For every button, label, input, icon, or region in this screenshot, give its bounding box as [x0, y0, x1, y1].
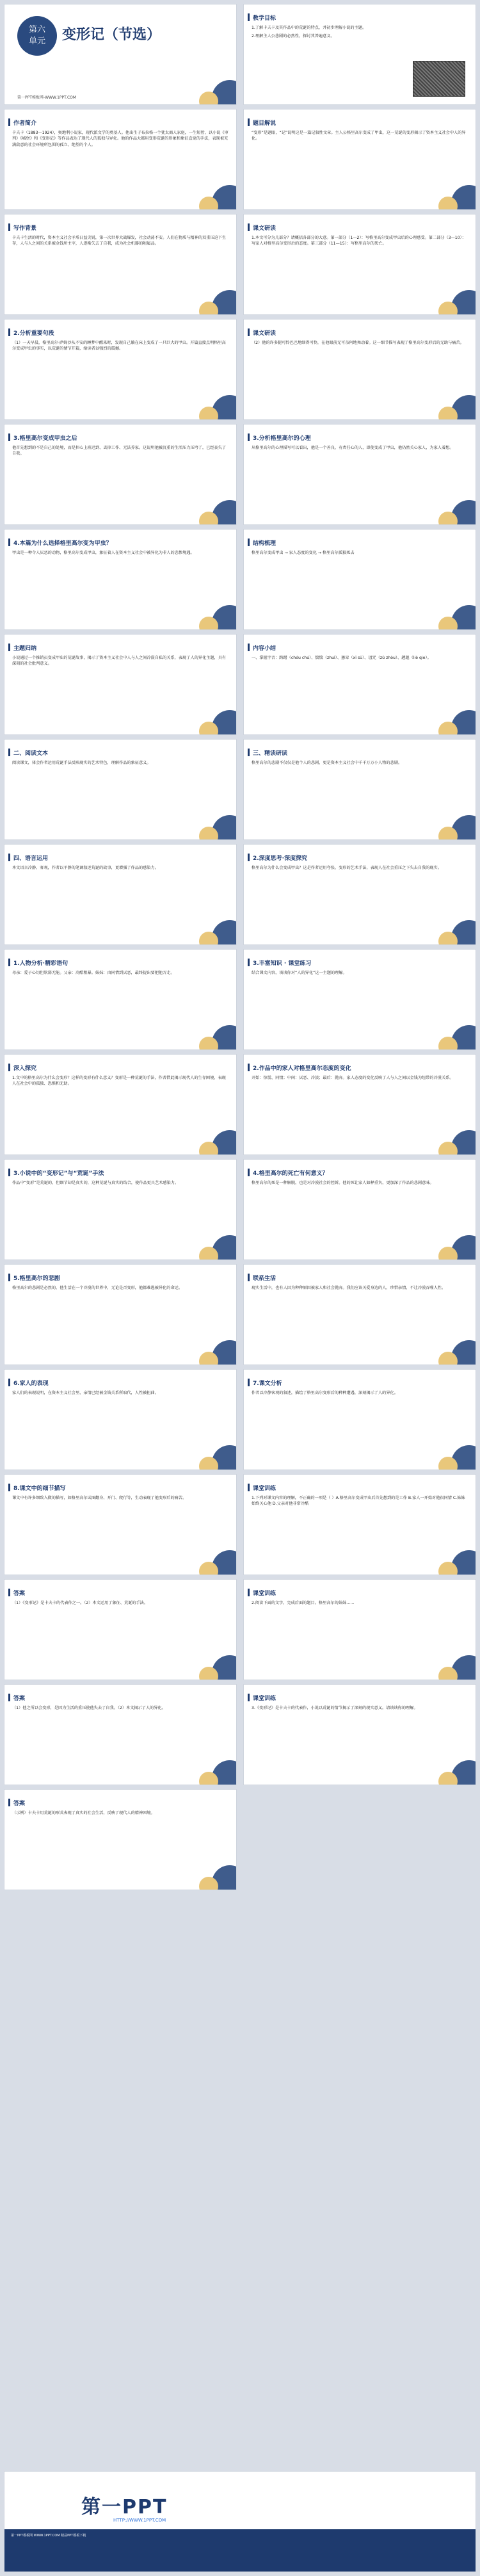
slide-body [12, 1600, 228, 1673]
slide-text: （2）他的许多腿可怜巴巴地细得可怜，在他眼前无可奈何地舞动着。这一细节描写表现了格里高尔变形后的无助与痛苦。 [252, 341, 464, 345]
objectives-heading: 教学目标 [253, 15, 276, 22]
slide-heading: 二、阅读文本 [13, 750, 49, 757]
slide-heading: 5.格里高尔的悲剧 [13, 1276, 60, 1282]
slide-heading: 6.家人的表现 [13, 1381, 49, 1387]
content-slide [4, 214, 237, 315]
slide-text: 开始：惊慌、同情；中间：厌恶、冷淡；最后：抛弃。家人态度的变化反映了人与人之间以金钱为纽带的冷漠关系。 [252, 1076, 454, 1080]
slide-heading: 深入探究 [13, 1065, 37, 1072]
slide-text: 作者以冷静客观的叙述，描绘了格里高尔变形后的种种遭遇，深刻揭示了人的异化。 [252, 1391, 398, 1395]
slide-heading: 4.本篇为什么选择格里高尔变为甲虫？ [13, 540, 112, 547]
content-slide [4, 949, 237, 1050]
slide-heading: 主题归纳 [13, 645, 37, 652]
ppt-url[interactable]: HTTP://WWW.1PPT.COM [113, 2518, 166, 2523]
slide-heading: 答案 [13, 1696, 26, 1702]
content-slide [243, 739, 476, 840]
content-slide [4, 319, 237, 420]
slide-heading: 3.丰富知识 · 课堂练习 [253, 960, 312, 967]
slide-text: 卡夫卡生活的时代，资本主义社会矛盾日益尖锐，第一次世界大战爆发，社会动荡不安。人们在物质与精神的双重压迫下生存，人与人之间的关系被金钱所主宰，人逐渐失去了自我，成为社会机器的附属品。 [12, 236, 227, 247]
content-slide [243, 949, 476, 1050]
slide-text: （1）他之所以会变形，是因为生活的重压使他失去了自我。（2）本文揭示了人的异化。 [12, 1706, 166, 1710]
slide-heading: 3.格里高尔变成甲虫之后 [13, 435, 77, 442]
content-slide [4, 1789, 237, 1890]
slide-body [12, 130, 228, 203]
slide-body [252, 235, 468, 308]
slide-heading: 联系生活 [253, 1276, 276, 1282]
slide-heading: 答案 [13, 1801, 26, 1807]
unit-badge: 第六 单元 [17, 16, 57, 56]
slide-heading: 7.课文分析 [253, 1381, 282, 1387]
ppt-logo: 第一PPT [81, 2496, 168, 2518]
slide-heading: 题目解说 [253, 120, 276, 127]
content-slide [4, 529, 237, 630]
content-slide [4, 1579, 237, 1680]
slide-text: 2.阅读下面的文字，完成后面的题目。格里高尔的妹妹…… [252, 1601, 355, 1605]
slide-body [252, 550, 468, 623]
slide-body [12, 1705, 228, 1778]
objective-2: 2.理解主人公悲剧的必然性，探讨其普遍意义。 [252, 34, 335, 39]
slide-text: “变形”是题眼，“记”说明这是一篇记叙性文章。主人公格里高尔变成了甲虫，这一荒诞的变形揭示了资本主义社会中人的异化。 [252, 131, 466, 142]
content-slide [243, 1684, 476, 1785]
content-slide [4, 844, 237, 945]
slide-heading: 课堂训练 [253, 1591, 276, 1597]
slide-body [252, 1390, 468, 1463]
objectives-slide [243, 4, 476, 105]
slide-body [252, 1285, 468, 1358]
content-slide [243, 844, 476, 945]
slide-heading: 结构梳理 [253, 540, 276, 547]
content-slide [243, 1264, 476, 1365]
slide-body [252, 1600, 468, 1673]
slide-text: 本文语言冷静、客观，作者以平静的笔调叙述荒诞的故事，更增强了作品的感染力。 [12, 866, 159, 870]
slide-text: 小说通过一个推销员变成甲虫的荒诞故事，揭示了资本主义社会中人与人之间冷漠自私的关系，表现了人的异化主题，具有深刻的社会批判意义。 [12, 656, 227, 667]
slide-text: 格里高尔的死是一种解脱，也是对冷漠社会的控诉。他的死让家人如释重负，更加深了作品的悲剧意味。 [252, 1181, 434, 1185]
content-slide [243, 424, 476, 525]
content-slide [4, 1684, 237, 1785]
slide-body [12, 655, 228, 728]
slide-text: 格里高尔的悲剧不仅仅是他个人的悲剧，更是资本主义社会中千千万万小人物的悲剧。 [252, 761, 403, 765]
slide-body [252, 655, 468, 728]
slide-text: 1.本文可分为几部分？请概括各部分的大意。第一部分（1—2）：写格里高尔变成甲虫后的心理感受。第二部分（3—10）：写家人对格里高尔变形后的态度。第三部分（11—15）：写格里高尔的死亡。 [252, 236, 466, 247]
content-slide [4, 1159, 237, 1260]
slide-body [12, 760, 228, 833]
objective-1: 1.了解卡夫卡及其作品中的荒诞的特点，并初步理解小说的主题。 [252, 26, 367, 30]
slide-heading: 课堂训练 [253, 1486, 276, 1492]
slide-text: 卡夫卡（1883—1924），奥地利小说家，现代派文学的奠基人。他出生于布拉格一个犹太商人家庭，一生短暂，以小说《审判》《城堡》和《变形记》等作品表达了现代人的孤独与异化。他的作品大都用变形荒诞的形象和象征直觉的手法，表现被充满敌意的社会环境所包围的孤立、绝望的个人。 [12, 131, 228, 147]
slide-text: 家人们的表现说明，在资本主义社会里，亲情已经被金钱关系所取代，人性被扭曲。 [12, 1391, 159, 1395]
slide-heading: 2.分析重要句段 [13, 330, 54, 337]
content-slide [243, 1054, 476, 1155]
slide-body [252, 1705, 468, 1778]
slide-text: 1.下列对课文内容的理解，不正确的一项是（ ）A.格里高尔变成甲虫后首先想到的是工作 B.家人一开始对他很同情 C.妹妹始终关心他 D.父亲对他非常冷酷 [252, 1496, 465, 1507]
content-slide [243, 634, 476, 735]
content-slide [4, 424, 237, 525]
slide-body [252, 865, 468, 938]
content-slide [243, 529, 476, 630]
slide-body [12, 1285, 228, 1358]
slide-body [12, 550, 228, 623]
content-slide [4, 1264, 237, 1365]
slide-text: （1）《变形记》是卡夫卡的代表作之一。（2）本文运用了象征、荒诞的手法。 [12, 1601, 148, 1605]
slide-heading: 8.课文中的细节描写 [13, 1486, 66, 1492]
content-slide [243, 109, 476, 210]
slide-body [12, 865, 228, 938]
slide-heading: 课文研读 [253, 225, 276, 232]
slide-body [252, 340, 468, 413]
slide-heading: 课堂训练 [253, 1696, 276, 1702]
slide-text: 甲虫是一种令人厌恶的动物，格里高尔变成甲虫，象征着人在资本主义社会中被异化为非人的悲惨境遇。 [12, 551, 195, 555]
slide-text: 格里高尔为什么会变成甲虫？这是作者运用夸张、变形的艺术手法，表现人在社会重压之下失去自我的现实。 [252, 866, 442, 870]
slide-heading: 课文研读 [253, 330, 276, 337]
slide-text: 作品中“变形”是荒诞的，但细节却是真实的，这种荒诞与真实的结合，使作品更具艺术感染力。 [12, 1181, 179, 1185]
slide-heading: 答案 [13, 1591, 26, 1597]
slide-body [252, 1495, 468, 1568]
content-slide [243, 1159, 476, 1260]
content-slide [4, 739, 237, 840]
slide-body [252, 1075, 468, 1148]
slide-heading: 3.小说中的“变形记”与“荒诞”手法 [13, 1171, 104, 1177]
content-slide [4, 1474, 237, 1575]
cover-title: 变形记（节选） [62, 27, 161, 43]
slide-heading: 2.作品中的家人对格里高尔态度的变化 [253, 1065, 351, 1072]
slide-body [252, 445, 468, 518]
slide-text: 现实生活中，也有人因为种种原因被家人和社会抛弃。我们应该关爱身边的人，珍惜亲情，不让冷漠吞噬人性。 [252, 1286, 446, 1290]
slide-text: 1.文中的格里高尔为什么会变形？这样的变形有什么意义？变形是一种荒诞的手法，作者借此揭示现代人的生存困境，表现人在社会中的孤独、恐惧和无助。 [12, 1076, 226, 1087]
slide-heading: 1.人物分析·精彩语句 [13, 960, 68, 967]
slide-text: 格里高尔变成甲虫 → 家人态度的变化 → 格里高尔孤独死去 [252, 551, 355, 555]
slide-heading: 作者简介 [13, 120, 37, 127]
slide-heading: 四、语言运用 [13, 855, 49, 862]
cover-slide [4, 4, 237, 105]
slide-body [12, 970, 228, 1043]
slide-body [252, 760, 468, 833]
slide-text: 格里高尔的悲剧是必然的，他生活在一个冷漠的世界中，无论是否变形，他都难逃被异化的命运。 [12, 1286, 183, 1290]
content-slide [4, 1369, 237, 1470]
cover-subtitle: 第一PPT模板网-WWW.1PPT.COM [17, 95, 77, 100]
slide-body [12, 340, 228, 413]
slide-text: 课文中有许多细致入微的描写，如格里高尔试图翻身、开门、爬行等，生动表现了他变形后的痛苦。 [12, 1496, 187, 1500]
slide-text: 从格里高尔的心理描写可以看出，他是一个善良、有责任心的人，即使变成了甲虫，他仍然关心家人，为家人着想。 [252, 446, 454, 450]
content-slide [4, 1054, 237, 1155]
content-slide [243, 1369, 476, 1470]
slide-text: 结合课文内容，谈谈你对“人的异化”这一主题的理解。 [252, 971, 347, 975]
footer-slide [4, 2471, 476, 2572]
content-slide [4, 109, 237, 210]
slide-text: 一、掌握字音：踌躇（chóu chú）、惴惴（zhuì）、窸窣（xī sū）、诅咒（zǔ zhòu）、趔趄（liè qie）。 [252, 656, 431, 660]
slide-heading: 写作背景 [13, 225, 37, 232]
slide-text: （1）一天早晨，格里高尔·萨姆沙从不安的睡梦中醒来时，发现自己躺在床上变成了一只巨大的甲虫。开篇直接点明格里高尔变成甲虫的事实，以荒诞的情节开篇，给读者以强烈的震撼。 [12, 341, 226, 352]
slide-text: 他首先想到的不是自己的处境，而是担心上班迟到、丢掉工作、无法养家。这说明他被沉重的生活压力压垮了，已经丧失了自我。 [12, 446, 227, 457]
ppt-info: 第一PPT模板网 WWW.1PPT.COM 精品PPT模板下载 [4, 2529, 476, 2572]
slide-body [252, 130, 468, 203]
slide-body [12, 1390, 228, 1463]
content-slide [243, 319, 476, 420]
slide-heading: 3.分析格里高尔的心理 [253, 435, 311, 442]
slide-text: （示例）卡夫卡用荒诞的形式表现了真实的社会生活，反映了现代人的精神困境。 [12, 1811, 155, 1815]
content-slide [243, 1474, 476, 1575]
illustration-image [413, 61, 465, 97]
slide-heading: 内容小结 [253, 645, 276, 652]
content-slide [243, 1579, 476, 1680]
slide-body [12, 1180, 228, 1253]
slide-heading: 2.深度思考·深度探究 [253, 855, 308, 862]
slide-heading: 4.格里高尔的死亡有何意义？ [253, 1171, 328, 1177]
slide-body [12, 235, 228, 308]
slide-body [252, 970, 468, 1043]
slide-body [12, 1075, 228, 1148]
slide-heading: 三、精读研读 [253, 750, 288, 757]
slide-text: 3.《变形记》是卡夫卡的代表作，小说以荒诞的情节揭示了深刻的现实意义。请谈谈你的理解。 [252, 1706, 418, 1710]
slide-text: 母亲：爱子心切但软弱无能。父亲：冷酷粗暴。妹妹：由同情到厌恶，最终提出要把他弄走。 [12, 971, 175, 975]
slide-body [12, 1810, 228, 1883]
slide-body [12, 1495, 228, 1568]
content-slide [4, 634, 237, 735]
slide-body [12, 445, 228, 518]
slide-text: 阅读课文，体会作者运用荒诞手法反映现实的艺术特色，理解作品的象征意义。 [12, 761, 151, 765]
slide-body [252, 1180, 468, 1253]
content-slide [243, 214, 476, 315]
